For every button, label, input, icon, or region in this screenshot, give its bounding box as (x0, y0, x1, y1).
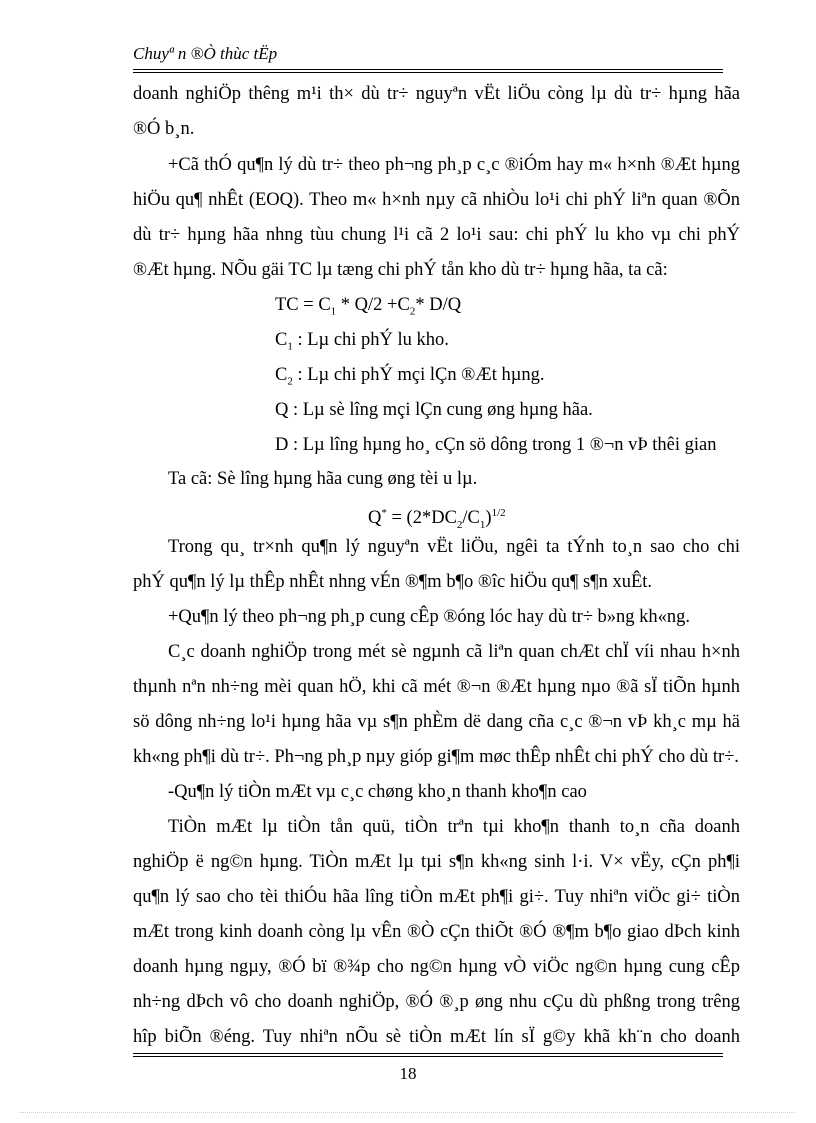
running-header: Chuyª n ®Ò thùc tËp (133, 44, 278, 63)
header-rule-1 (133, 69, 723, 70)
formula-tc: TC = $C_1 * Q/2 +C_2*$ D/Q (275, 295, 462, 318)
text-line: hîp biÕn ®éng. Tuy nhiªn nÕu sè tiÒn mÆt lín sÏ g©y khã kh¨n cho doanh (133, 1027, 740, 1047)
text-line: -Qu¶n lý tiÒn mÆt vµ c¸c chøng kho¸n thanh kho¶n cao (168, 782, 587, 802)
text-line: TiÒn mÆt lµ tiÒn tån quü, tiÒn trªn tµi kho¶n thanh to¸n cña doanh (168, 817, 740, 837)
text-line: mÆt trong kinh doanh còng lµ vÊn ®Ò cÇn thiÕt ®Ó ®¶m b¶o giao dÞch kinh (133, 922, 740, 942)
text-line: ®Æt hµng. NÕu gäi TC lµ tæng chi phÝ tån kho dù tr÷ hµng hãa, ta cã: (133, 260, 668, 280)
text-line: doanh nghiÖp thêng m¹i th× dù tr÷ nguyªn vËt liÖu còng lµ dù tr÷ hµng hãa (133, 84, 740, 104)
footer-rule-1 (133, 1053, 723, 1054)
text-line: Ta cã: Sè lîng hµng hãa cung øng tèi u lµ. (168, 469, 478, 489)
text-line: C¸c doanh nghiÖp trong mét sè ngµnh cã liªn quan chÆt chÏ víi nhau h×nh (168, 642, 740, 662)
text-line: thµnh nªn nh÷ng mèi quan hÖ, khi cã mét ®¬n ®Æt hµng nµo ®ã sÏ tiÕn hµnh (133, 677, 740, 697)
formula-d-definition: D : Lµ lîng hµng ho¸ cÇn sö dông trong 1 ®¬n vÞ thêi gian (275, 435, 717, 455)
text-line: +Qu¶n lý theo ph¬ng ph¸p cung cÊp ®óng lóc hay dù tr÷ b»ng kh«ng. (168, 607, 691, 627)
header-rule-2 (133, 72, 723, 73)
text-line: phÝ qu¶n lý lµ thÊp nhÊt nhng vÉn ®¶m b¶o ®îc hiÖu qu¶ s¶n xuÊt. (133, 572, 653, 592)
text-line: hiÖu qu¶ nhÊt (EOQ). Theo m« h×nh nµy cã nhiÒu lo¹i chi phÝ liªn quan ®Õn (133, 190, 740, 210)
formula-q-definition: Q : Lµ sè lîng mçi lÇn cung øng hµng hãa. (275, 400, 593, 420)
formula-c1-definition: $C_1$ : Lµ chi phÝ lu kho. (275, 330, 449, 353)
footer-rule-2 (133, 1056, 723, 1057)
text-line: ®Ó b¸n. (133, 119, 195, 139)
text-line: sö dông nh÷ng lo¹i hµng hãa vµ s¶n phÈm dë dang cña c¸c ®¬n vÞ kh¸c mµ hä (133, 712, 740, 732)
text-line: kh«ng ph¶i dù tr÷. Ph¬ng ph¸p nµy gióp gi¶m møc thÊp nhÊt chi phÝ cho dù tr÷. (133, 747, 739, 767)
text-line: nghiÖp ë ng©n hµng. TiÒn mÆt lµ tµi s¶n kh«ng sinh l·i. V× vËy, cÇn ph¶i (133, 852, 740, 872)
page-edge-divider (20, 1112, 796, 1113)
page-number: 18 (399, 1064, 417, 1083)
text-line: +Cã thÓ qu¶n lý dù tr÷ theo ph¬ng ph¸p c¸c ®iÓm hay m« h×nh ®Æt hµng (168, 155, 740, 175)
formula-eoq: $Q^* = (2*DC_2/C_1)^{1/2}$ (368, 507, 506, 531)
formula-c2-definition: $C_2$ : Lµ chi phÝ mçi lÇn ®Æt hµng. (275, 365, 545, 388)
text-line: doanh hµng ngµy, ®Ó bï ®¾p cho ng©n hµng vÒ viÖc ng©n hµng cung cÊp (133, 957, 740, 977)
text-line: dù tr÷ hµng hãa nhng tùu chung l¹i cã 2 lo¹i sau: chi phÝ lu kho vµ chi phÝ (133, 225, 740, 245)
text-line: qu¶n lý sao cho tèi thiÓu hãa lîng tiÒn mÆt ph¶i gi÷. Tuy nhiªn viÖc gi÷ tiÒn (133, 887, 740, 907)
text-line: nh÷ng dÞch vô cho doanh nghiÖp, ®Ó ®¸p øng nhu cÇu dù phßng trong trêng (133, 992, 740, 1012)
text-line: Trong qu¸ tr×nh qu¶n lý nguyªn vËt liÖu, ngêi ta tÝnh to¸n sao cho chi (168, 537, 740, 557)
